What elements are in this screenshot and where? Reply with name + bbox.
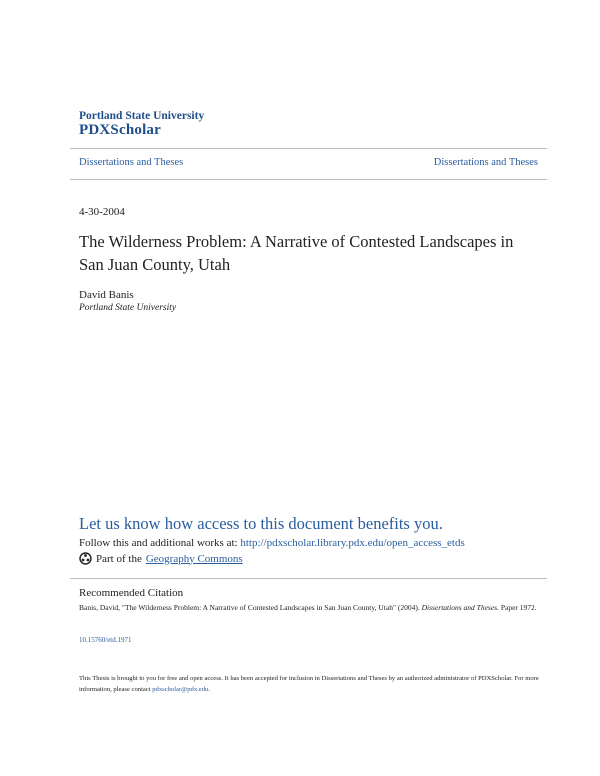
- breadcrumb-divider: [70, 179, 547, 180]
- university-name: Portland State University: [79, 110, 205, 122]
- citation-paper: Paper 1972.: [500, 603, 537, 612]
- citation-divider: [70, 578, 547, 579]
- author-affiliation: Portland State University: [79, 303, 177, 313]
- repository-brand[interactable]: PDXScholar: [79, 122, 161, 138]
- doi-link[interactable]: 10.15760/etd.1971: [79, 636, 132, 644]
- citation-main: Banis, David, "The Wilderness Problem: A Narrative of Contested Landscapes in San Juan County, Utah" (2004).: [79, 603, 420, 612]
- access-benefits-link[interactable]: Let us know how access to this document benefits you.: [79, 514, 443, 533]
- commons-network-icon: [79, 552, 92, 565]
- author-name: David Banis: [79, 289, 134, 301]
- top-divider: [70, 148, 547, 149]
- follow-prefix: Follow this and additional works at:: [79, 537, 238, 549]
- citation-heading: Recommended Citation: [79, 587, 184, 599]
- follow-line: [79, 537, 465, 549]
- breadcrumb-collection-left[interactable]: Dissertations and Theses: [79, 157, 184, 168]
- citation-text: [79, 602, 539, 613]
- open-access-etds-link[interactable]: http://pdxscholar.library.pdx.edu/open_access_etds: [240, 537, 465, 549]
- notice-end: .: [208, 686, 210, 693]
- part-of-line: [79, 552, 243, 565]
- citation-series: Dissertations and Theses.: [421, 603, 499, 612]
- contact-email-link[interactable]: pdxscholar@pdx.edu: [152, 686, 209, 693]
- part-of-prefix: Part of the: [96, 552, 142, 565]
- geography-commons-link[interactable]: Geography Commons: [145, 552, 243, 565]
- publication-date: 4-30-2004: [79, 206, 125, 218]
- document-title: The Wilderness Problem: A Narrative of Contested Landscapes in San Juan County, Utah: [79, 232, 514, 274]
- breadcrumb-collection-right[interactable]: Dissertations and Theses: [433, 157, 538, 168]
- notice-text: This Thesis is brought to you for free and open access. It has been accepted for inclusion in Dissertations and Theses by an authorized administrator of PDXScholar. For more information, please contact: [79, 675, 539, 693]
- access-notice: [79, 673, 539, 695]
